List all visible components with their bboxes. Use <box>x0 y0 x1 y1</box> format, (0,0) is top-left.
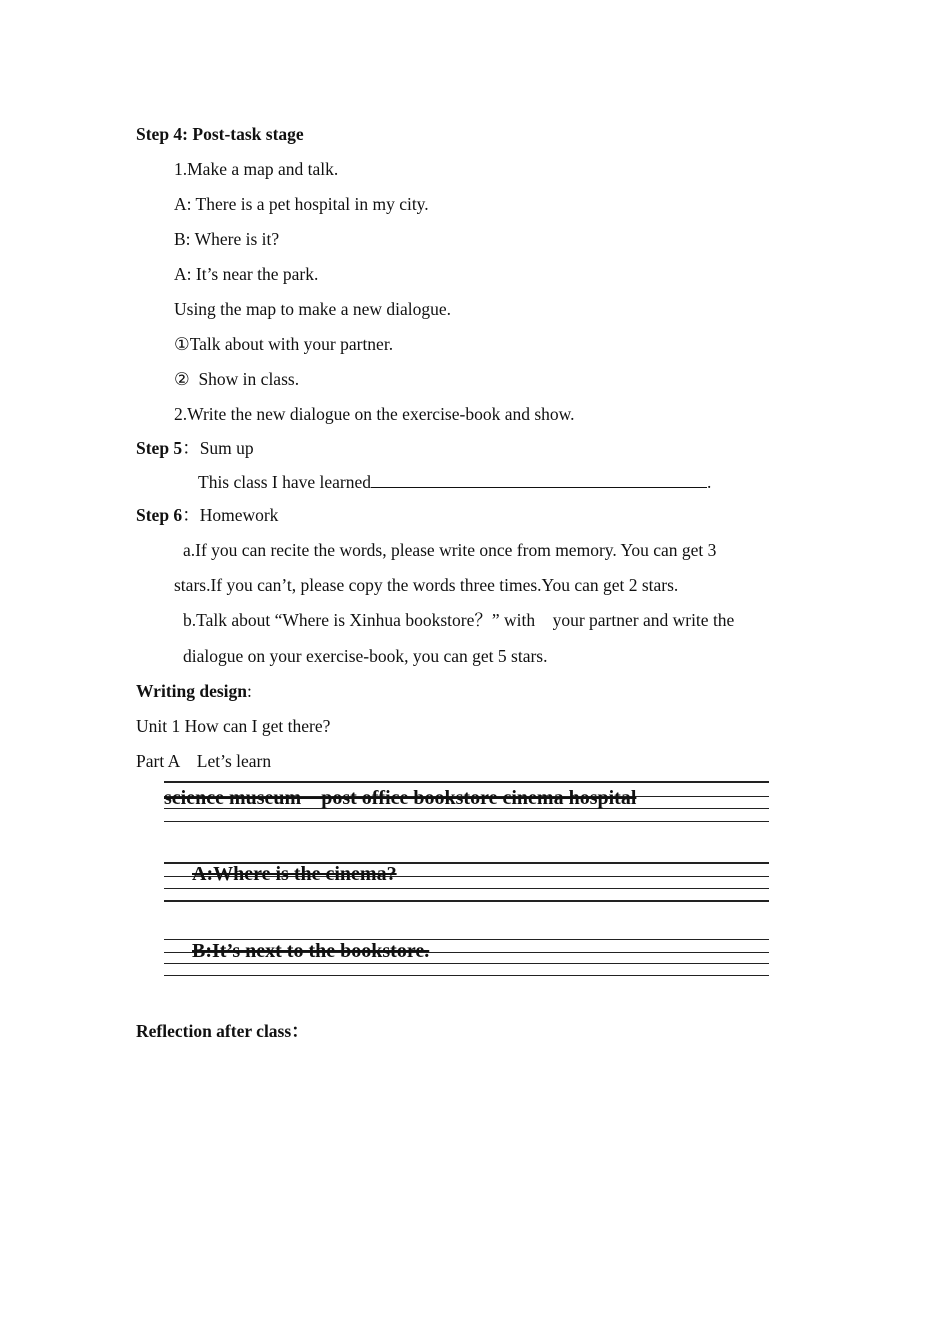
step4-heading: Step 4: Post-task stage <box>136 124 304 144</box>
step4-line-6: ①Talk about with your partner. <box>174 334 394 354</box>
board-rule <box>164 900 769 902</box>
step6-line-4: dialogue on your exercise-book, you can get 5 stars. <box>183 646 548 666</box>
step4-line-4: A: It’s near the park. <box>174 264 319 284</box>
step5-sentence-end: . <box>706 472 712 492</box>
step4-line-7: ② Show in class. <box>174 369 300 389</box>
step4-line-3: B: Where is it? <box>174 229 280 249</box>
step6-line-1: a.If you can recite the words, please write once from memory. You can get 3 <box>183 540 717 560</box>
board-rule <box>164 975 769 976</box>
step6-heading: Step 6 <box>136 505 183 525</box>
step6-line-2: stars.If you can’t, please copy the words three times.You can get 2 stars. <box>174 575 679 595</box>
step6-line-3: b.Talk about “Where is Xinhua bookstore？” with your partner and write the <box>183 610 735 630</box>
step5-colon: ： <box>182 438 200 458</box>
step5-heading: Step 5 <box>136 438 183 458</box>
reflection-heading: Reflection after class <box>136 1021 292 1041</box>
step4-line-2: A: There is a pet hospital in my city. <box>174 194 429 214</box>
step6-colon: ： <box>182 505 200 525</box>
board-rule <box>164 963 769 964</box>
reflection-colon: ： <box>291 1021 309 1041</box>
board-rule <box>164 781 769 783</box>
step6-title: Homework <box>199 505 279 525</box>
step6-heading-line <box>136 504 278 526</box>
part-title: Part A Let’s learn <box>136 751 272 771</box>
writing-design-heading: Writing design <box>136 681 248 701</box>
board-answer: B:It’s next to the bookstore. <box>192 940 430 962</box>
step5-title: Sum up <box>199 438 254 458</box>
board-question: A:Where is the cinema? <box>192 863 397 885</box>
writing-design-heading-line <box>136 680 252 702</box>
board-words: science museum post office bookstore cinema hospital <box>164 787 637 809</box>
step4-line-5: Using the map to make a new dialogue. <box>174 299 452 319</box>
step4-line-8: 2.Write the new dialogue on the exercise-book and show. <box>174 404 575 424</box>
writing-design-colon: : <box>247 681 252 701</box>
fill-in-blank <box>371 471 707 488</box>
step4-line-1: 1.Make a map and talk. <box>174 159 339 179</box>
unit-title: Unit 1 How can I get there? <box>136 716 331 736</box>
board-rule <box>164 821 769 822</box>
step5-sentence-start: This class I have learned <box>198 472 371 492</box>
reflection-heading-line <box>136 1020 309 1042</box>
board-rule <box>164 888 769 889</box>
step5-sentence <box>198 471 711 493</box>
step5-heading-line <box>136 437 254 459</box>
